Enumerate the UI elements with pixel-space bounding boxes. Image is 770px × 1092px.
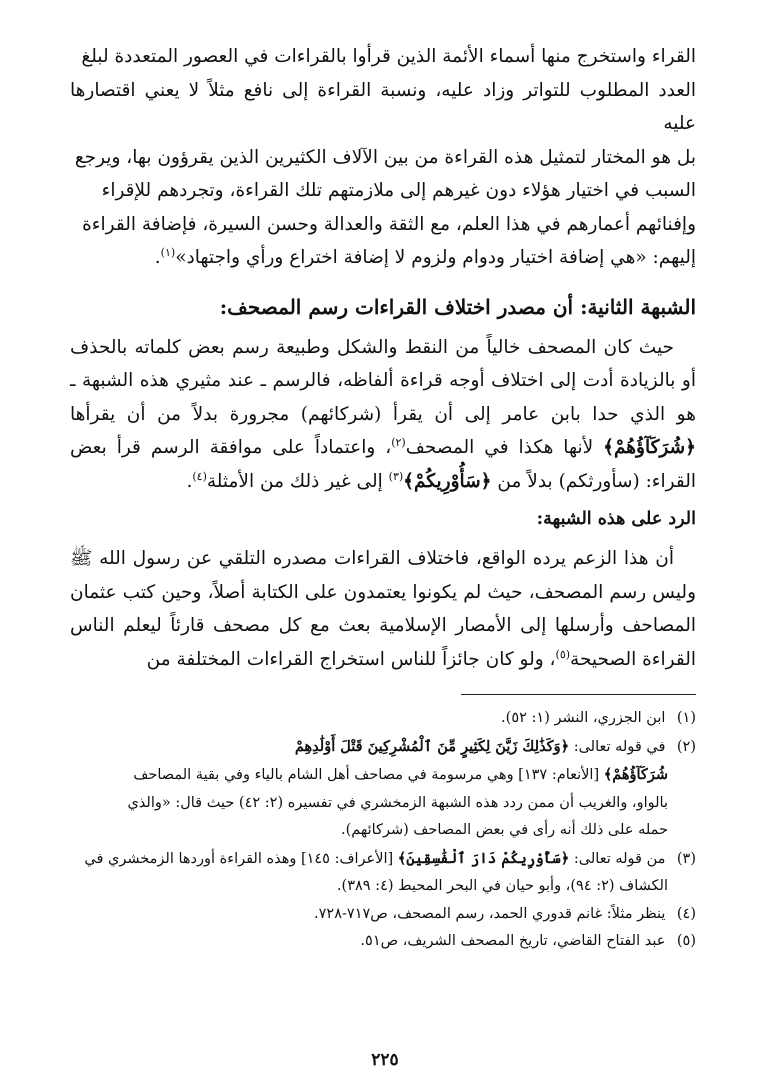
footnote-text: [الأنعام: ١٣٧] وهي مرسومة في مصاحف أهل الشام بالياء وفي بقية المصاحف: [133, 767, 604, 783]
text-segment: ، ولو كان جائزاً للناس استخراج القراءات المختلفة من: [146, 648, 556, 670]
footnote-ref: (١): [160, 245, 176, 259]
footnote-5: [70, 928, 696, 956]
footnote-4: [70, 901, 696, 929]
footnote-text: من قوله تعالى:: [569, 850, 666, 867]
footnote-2-line: [70, 761, 696, 790]
text-line: وإفنائهم أعمارهم في هذا العلم، مع الثقة والعدالة وحسن السيرة، فإضافة القراءة: [82, 213, 696, 235]
footnote-2-line: بالواو، والغريب أن ممن ردد هذه الشبهة الزمخشري في تفسيره (٢: ٤٢) حيث قال: «والذي: [127, 794, 668, 811]
footnote-number: (٣): [676, 850, 696, 867]
section-heading-second-doubt: الشبهة الثانية: أن مصدر اختلاف القراءات رسم المصحف:: [219, 294, 696, 319]
page-number: ٢٢٥: [371, 1050, 399, 1070]
text-segment: لأنها هكذا في المصحف: [405, 437, 604, 458]
footnote-text: ابن الجزري، النشر (١: ٥٢).: [501, 710, 666, 726]
footnote-ref: (٣): [388, 469, 404, 483]
footnote-text: في قوله تعالى:: [569, 738, 666, 755]
text-segment: إلى غير ذلك من الأمثلة: [206, 470, 389, 492]
footnote-3: [70, 845, 696, 874]
footnote-ref: (٥): [555, 647, 571, 661]
footnote-3-line: الكشاف (٢: ٩٤)، وأبو حيان في البحر المحيط (٤: ٣٨٩).: [336, 878, 668, 894]
quran-quote: ﴿شُرَكَآؤُهُمْ﴾: [603, 437, 696, 458]
text-line: بل هو المختار لتمثيل هذه القراءة من بين الآلاف الكثيرين الذين يقرؤون بها، ويرجع: [74, 146, 696, 168]
footnote-number: (٥): [676, 933, 696, 949]
paragraph-rebuttal: [70, 542, 696, 676]
footnote-text: عبد الفتاح القاضي، تاريخ المصحف الشريف، ص٥١.: [360, 933, 666, 949]
footnote-number: (١): [676, 710, 696, 726]
text-segment: أن هذا الزعم يرده الواقع، فاختلاف القراءات مصدره التلقي عن رسول الله ﷺ وليس رسم المصحف، حيث لم يكونوا يعتمدون على الكتابة أصلاً، وحين كتب عثمان المصاحف وأرسلها إلى الأمصار الإسلامية بعث مع كل مصحف قارئاً ليعلم الناس القراءة الصحيحة: [70, 548, 696, 670]
section-heading-rebuttal: الرد على هذه الشبهة:: [536, 509, 696, 529]
footnote-text: [الأعراف: ١٤٥] وهذه القراءة أوردها الزمخشري في: [84, 850, 398, 867]
quran-quote: ﴿وَكَذَٰلِكَ زَيَّنَ لِكَثِيرٍ مِّنَ ٱلْمُشْرِكِينَ قَتْلَ أَوْلَٰدِهِمْ: [294, 737, 570, 755]
text-segment: .: [154, 247, 161, 268]
text-segment: ، واعتماداً على موافقة الرسم قرأ بعض القراء: (سأورثكم) بدلاً من: [70, 437, 696, 492]
footnotes: [70, 705, 696, 956]
text-line: القراء واستخرج منها أسماء الأئمة الذين قرأوا بالقراءات في العصور المتعددة لبلغ: [81, 46, 696, 67]
footnote-2: [70, 733, 696, 762]
footnote-ref: (٤): [192, 469, 207, 483]
footnote-2-line: حمله على ذلك أنه رأى في بعض المصاحف (شركائهم).: [340, 822, 668, 838]
text-line: [70, 241, 696, 275]
footnote-ref: (٢): [391, 435, 406, 449]
footnote-number: (٢): [676, 738, 696, 755]
text-segment: إليهم: «هي إضافة اختيار ودوام ولزوم لا إضافة اختراع ورأي واجتهاد»: [175, 247, 696, 268]
text-segment: .: [186, 470, 193, 492]
text-line: العدد المطلوب للتواتر وزاد عليه، ونسبة القراءة إلى نافع مثلاً لا يعني اقتصارها عليه: [70, 79, 696, 134]
footnote-text: ينظر مثلاً: غانم قدوري الحمد، رسم المصحف، ص٧١٧-٧٢٨.: [314, 905, 666, 922]
paragraph-second-doubt: [70, 331, 696, 499]
quran-quote: ﴿سَأُوْرِيكُمْ﴾: [403, 470, 492, 492]
footnote-number: (٤): [676, 905, 696, 922]
quran-quote: شُرَكَآؤُهُمْ﴾: [603, 766, 668, 783]
footnote-separator: [461, 694, 696, 695]
paragraph-intro: [70, 40, 696, 275]
text-line: السبب في اختيار هؤلاء دون غيرهم إلى ملازمتهم تلك القراءة، وتجردهم للإقراء: [101, 180, 696, 201]
quran-quote: ﴿سَأُوْرِيكُمْ دَارَ ٱلْفَٰسِقِينَ﴾: [397, 849, 570, 867]
footnote-1: [70, 705, 696, 733]
text-segment: حيث كان المصحف خالياً من النقط والشكل وطبيعة رسم بعض كلماته بالحذف أو بالزيادة أدت إلى اختلاف أوجه قراءة ألفاظه، فالرسم ـ عند مثيري هذه الشبهة ـ هو الذي حدا بابن عامر إلى أن يقرأ (شركائهم) مجرورة بدلاً من أن يقرأها: [70, 336, 696, 425]
